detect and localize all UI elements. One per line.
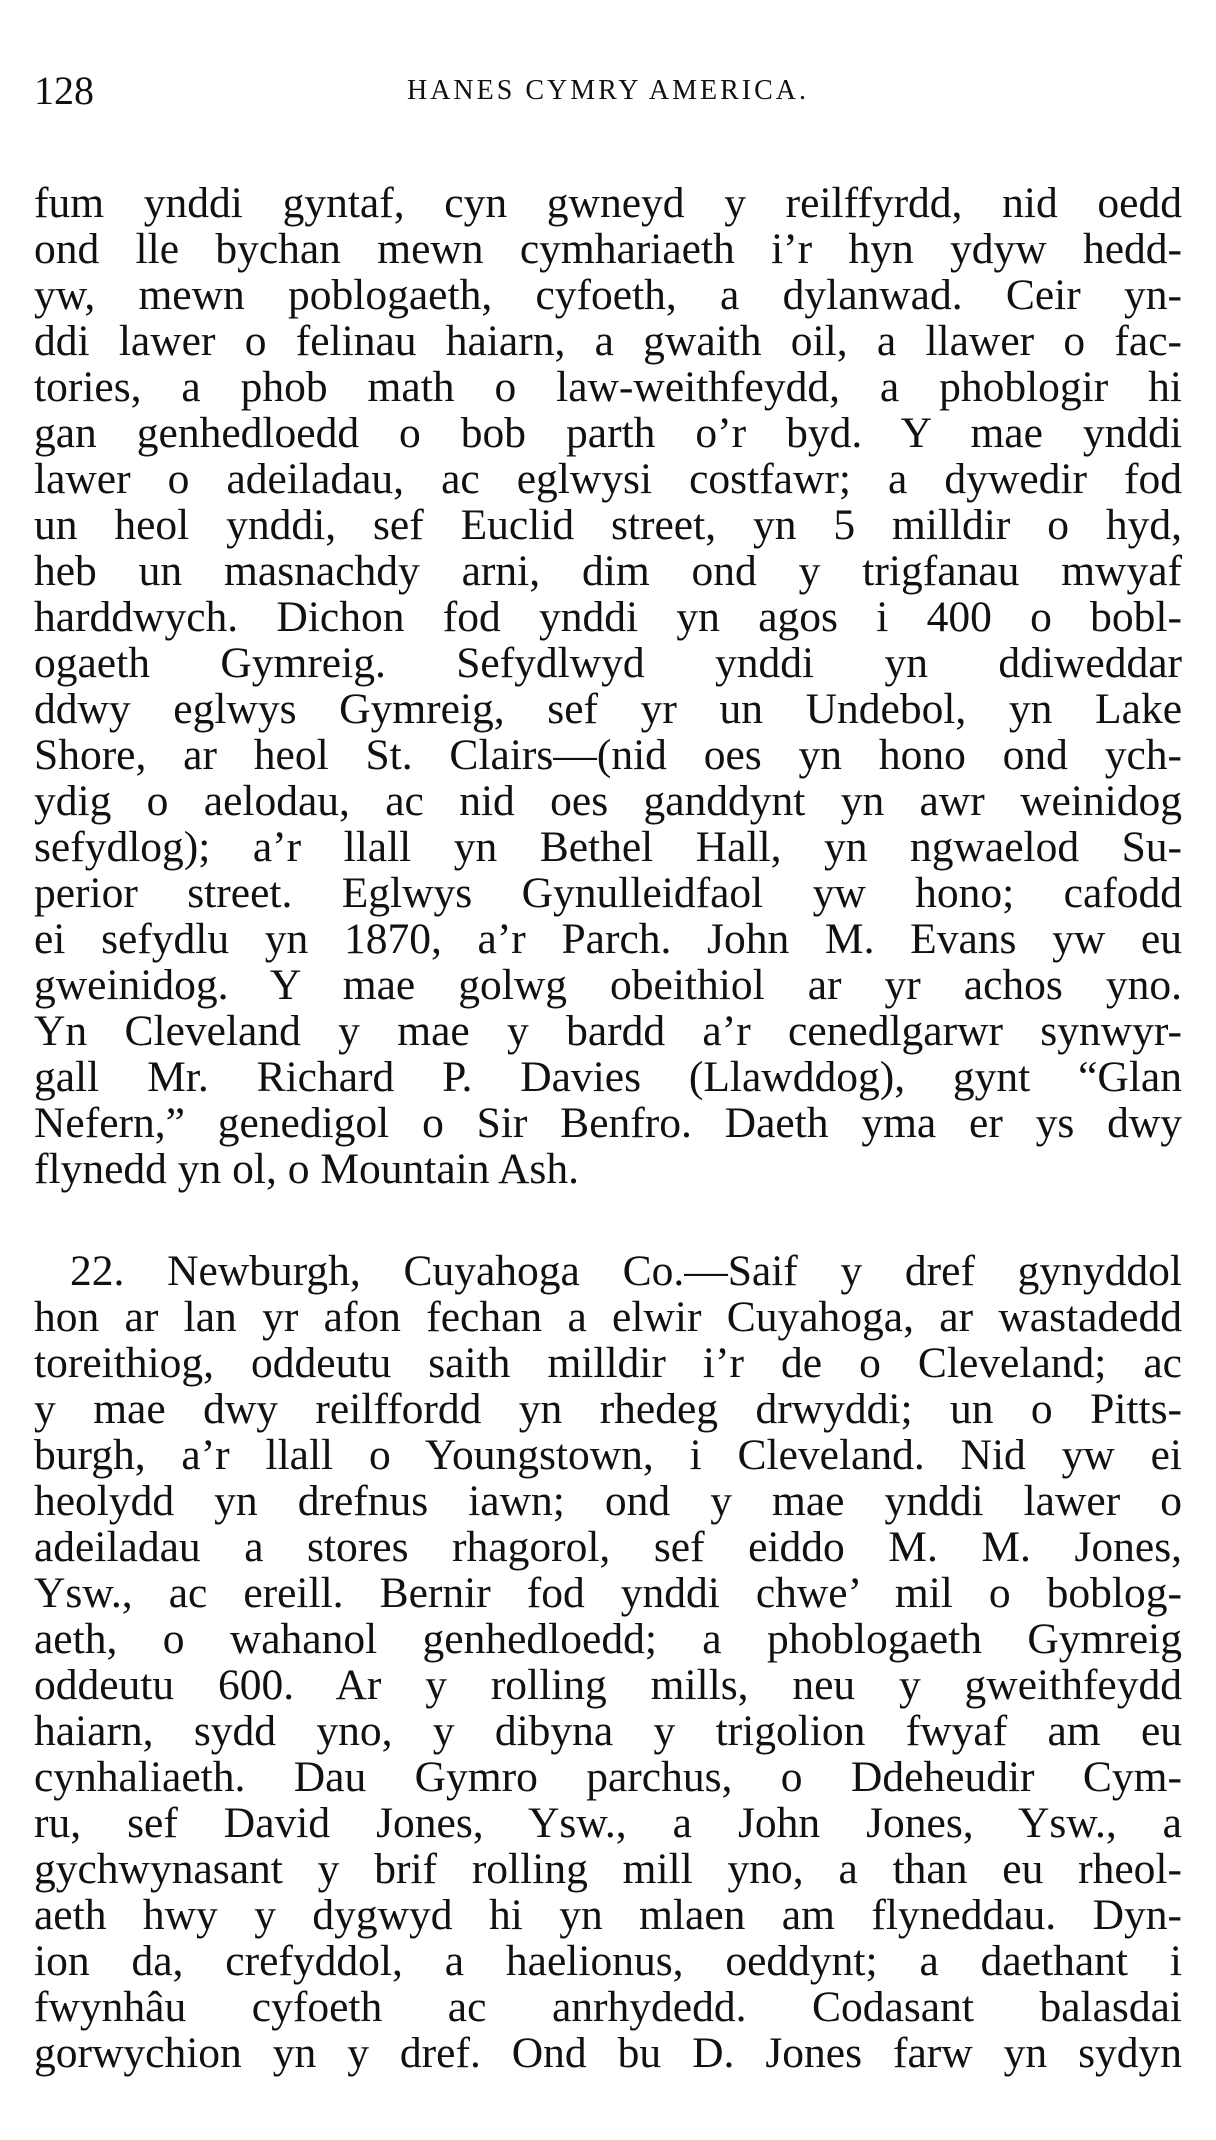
text-line: burgh, a’r llall o Youngstown, i Cleveland. Nid yw ei: [34, 1431, 1182, 1479]
text-line: gychwynasant y brif rolling mill yno, a than eu rheol-: [34, 1845, 1182, 1893]
text-line: aeth hwy y dygwyd hi yn mlaen am flyneddau. Dyn-: [34, 1891, 1182, 1939]
text-line: gorwychion yn y dref. Ond bu D. Jones farw yn sydyn: [34, 2029, 1182, 2077]
text-line: oddeutu 600. Ar y rolling mills, neu y gweithfeydd: [34, 1661, 1182, 1709]
text-line: yw, mewn poblogaeth, cyfoeth, a dylanwad. Ceir yn-: [34, 271, 1182, 319]
text-line: ddi lawer o felinau haiarn, a gwaith oil, a llawer o fac-: [34, 317, 1182, 365]
text-line: ydig o aelodau, ac nid oes ganddynt yn awr weinidog: [34, 777, 1182, 825]
text-line: fum ynddi gyntaf, cyn gwneyd y reilffyrdd, nid oedd: [34, 179, 1182, 227]
text-line: heb un masnachdy arni, dim ond y trigfanau mwyaf: [34, 547, 1182, 595]
text-line: tories, a phob math o law-weithfeydd, a phoblogir hi: [34, 363, 1182, 411]
text-line: ond lle bychan mewn cymhariaeth i’r hyn ydyw hedd-: [34, 225, 1182, 273]
running-title: HANES CYMRY AMERICA.: [406, 75, 809, 106]
text-line: ion da, crefyddol, a haelionus, oeddynt; a daethant i: [34, 1937, 1182, 1985]
text-line: adeiladau a stores rhagorol, sef eiddo M. M. Jones,: [34, 1523, 1182, 1571]
page-number: 128: [34, 68, 94, 113]
text-line: Shore, ar heol St. Clairs—(nid oes yn hono ond ych-: [34, 731, 1182, 779]
text-line: flynedd yn ol, o Mountain Ash.: [34, 1145, 579, 1193]
text-line: cynhaliaeth. Dau Gymro parchus, o Ddeheudir Cym-: [34, 1753, 1182, 1801]
text-line: gweinidog. Y mae golwg obeithiol ar yr achos yno.: [34, 961, 1182, 1009]
text-line: heolydd yn drefnus iawn; ond y mae ynddi lawer o: [34, 1477, 1182, 1525]
text-line: gall Mr. Richard P. Davies (Llawddog), gynt “Glan: [34, 1053, 1182, 1101]
text-line: Ysw., ac ereill. Bernir fod ynddi chwe’ mil o boblog-: [34, 1569, 1182, 1617]
text-line: lawer o adeiladau, ac eglwysi costfawr; a dywedir fod: [34, 455, 1182, 503]
text-line: fwynhâu cyfoeth ac anrhydedd. Codasant balasdai: [34, 1983, 1182, 2031]
text-line: harddwych. Dichon fod ynddi yn agos i 400 o bobl-: [34, 593, 1182, 641]
text-line: 22. Newburgh, Cuyahoga Co.—Saif y dref gynyddol: [70, 1247, 1182, 1295]
text-line: haiarn, sydd yno, y dibyna y trigolion fwyaf am eu: [34, 1707, 1182, 1755]
page-header: [34, 66, 1182, 116]
text-line: ogaeth Gymreig. Sefydlwyd ynddi yn ddiweddar: [34, 639, 1182, 687]
text-line: ei sefydlu yn 1870, a’r Parch. John M. Evans yw eu: [34, 915, 1182, 963]
text-line: gan genhedloedd o bob parth o’r byd. Y mae ynddi: [34, 409, 1182, 457]
text-line: ru, sef David Jones, Ysw., a John Jones, Ysw., a: [34, 1799, 1182, 1847]
text-line: ddwy eglwys Gymreig, sef yr un Undebol, yn Lake: [34, 685, 1182, 733]
text-line: sefydlog); a’r llall yn Bethel Hall, yn ngwaelod Su-: [34, 823, 1182, 871]
text-line: Yn Cleveland y mae y bardd a’r cenedlgarwr synwyr-: [34, 1007, 1182, 1055]
text-line: y mae dwy reilffordd yn rhedeg drwyddi; un o Pitts-: [34, 1385, 1182, 1433]
text-line: un heol ynddi, sef Euclid street, yn 5 milldir o hyd,: [34, 501, 1182, 549]
text-line: aeth, o wahanol genhedloedd; a phoblogaeth Gymreig: [34, 1615, 1182, 1663]
text-line: hon ar lan yr afon fechan a elwir Cuyahoga, ar wastadedd: [34, 1293, 1182, 1341]
text-line: Nefern,” genedigol o Sir Benfro. Daeth yma er ys dwy: [34, 1099, 1182, 1147]
text-line: toreithiog, oddeutu saith milldir i’r de o Cleveland; ac: [34, 1339, 1182, 1387]
text-line: perior street. Eglwys Gynulleidfaol yw hono; cafodd: [34, 869, 1182, 917]
